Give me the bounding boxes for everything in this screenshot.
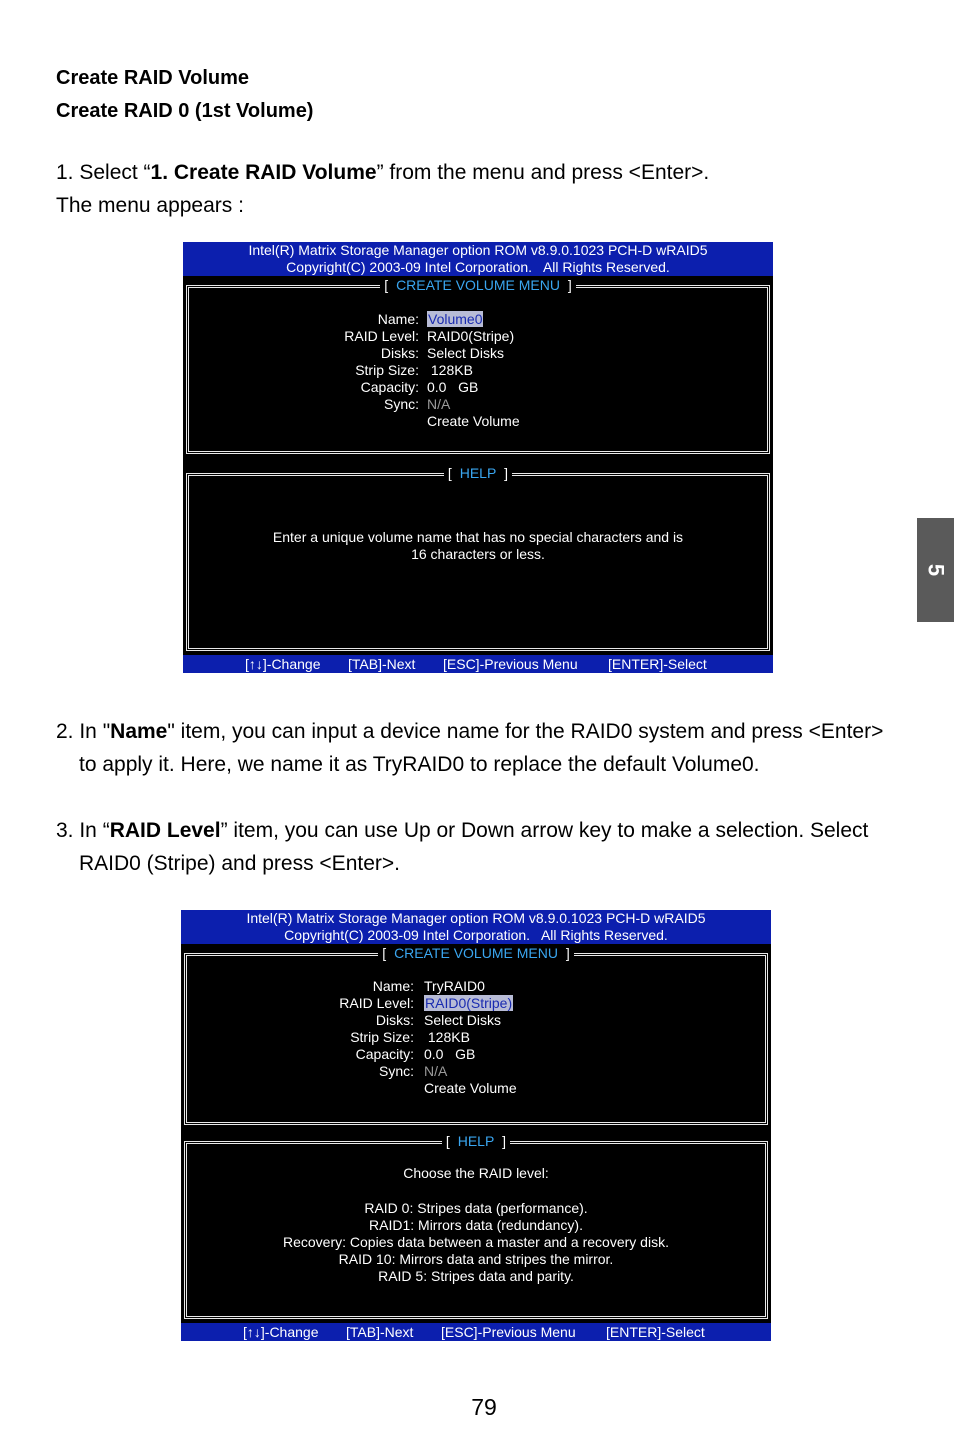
footer-select-hint: [ENTER]-Select: [608, 656, 707, 672]
footer-select-hint: [ENTER]-Select: [606, 1324, 705, 1340]
capacity-label: Capacity:: [355, 1046, 414, 1062]
bios-header-line2: Copyright(C) 2003-09 Intel Corporation. All Rights Reserved.: [286, 259, 670, 275]
sync-value: N/A: [427, 396, 451, 412]
strip-size-label: Strip Size:: [350, 1029, 414, 1045]
step-3-suffix: ” item, you can use Up or Down arrow key to make a selection. Select: [220, 819, 869, 842]
capacity-value[interactable]: 0.0 GB: [427, 379, 479, 395]
help-line: RAID1: Mirrors data (redundancy).: [369, 1217, 583, 1233]
disks-label: Disks:: [375, 1012, 414, 1028]
section-title: Create RAID Volume: [56, 67, 250, 89]
help-line: Recovery: Copies data between a master and a recovery disk.: [283, 1234, 669, 1250]
step-2-prefix: 2. In ": [56, 720, 111, 743]
disks-value[interactable]: Select Disks: [424, 1012, 502, 1028]
capacity-label: Capacity:: [360, 379, 419, 395]
step-3-prefix: 3. In “: [56, 819, 110, 842]
raid-level-value[interactable]: [424, 995, 513, 1012]
step-2-bold: Name: [110, 720, 168, 743]
help-line: RAID 5: Stripes data and parity.: [378, 1268, 574, 1284]
raid-level-value[interactable]: RAID0(Stripe): [427, 328, 515, 344]
disks-value[interactable]: Select Disks: [427, 345, 505, 361]
step-2-suffix: " item, you can input a device name for the RAID0 system and press <Enter>: [167, 720, 884, 743]
create-volume-frame: [184, 945, 768, 1125]
raid-level-label: RAID Level:: [344, 328, 419, 344]
strip-size-value[interactable]: 128KB: [424, 1029, 470, 1045]
step-2-text: [56, 720, 883, 744]
bios-header: [181, 910, 771, 944]
step-2-line2: to apply it. Here, we name it as TryRAID0 to replace the default Volume0.: [79, 753, 760, 776]
sync-value: N/A: [424, 1063, 448, 1079]
footer-change-hint: [↑↓]-Change: [245, 656, 321, 672]
bios-screen-2: [181, 910, 771, 1341]
bios-footer: [181, 1323, 771, 1341]
step-1-line2: The menu appears :: [56, 194, 244, 217]
disks-label: Disks:: [380, 345, 419, 361]
raid-level-highlight[interactable]: RAID0(Stripe): [425, 995, 513, 1011]
name-label: Name:: [377, 311, 419, 327]
create-volume-frame: [186, 277, 770, 454]
chapter-tab: [917, 518, 954, 622]
step-1-text: [56, 161, 709, 185]
help-line: RAID 0: Stripes data (performance).: [364, 1200, 588, 1216]
section-subtitle: Create RAID 0 (1st Volume): [56, 100, 314, 122]
step-1-bold: 1. Create RAID Volume: [150, 161, 377, 184]
help-frame: [186, 465, 770, 651]
create-volume-title: [ CREATE VOLUME MENU ]: [187, 945, 765, 961]
help-line: RAID 10: Mirrors data and stripes the mirror.: [338, 1251, 614, 1267]
bios-footer: [183, 655, 773, 673]
sync-label: Sync:: [378, 1063, 414, 1079]
footer-prev-hint: [ESC]-Previous Menu: [443, 656, 578, 672]
sync-label: Sync:: [383, 396, 419, 412]
name-label: Name:: [372, 978, 414, 994]
chapter-number: 5: [923, 563, 949, 577]
help-title: [ HELP ]: [187, 1133, 765, 1149]
help-text-line2: 16 characters or less.: [411, 546, 545, 562]
step-3-bold: RAID Level: [109, 819, 221, 842]
page-number: 79: [471, 1394, 497, 1420]
bios-header-line1: Intel(R) Matrix Storage Manager option ROM v8.9.0.1023 PCH-D wRAID5: [246, 910, 706, 926]
name-value[interactable]: TryRAID0: [424, 978, 485, 994]
step-3-line2: RAID0 (Stripe) and press <Enter>.: [79, 852, 400, 875]
step-3-text: [56, 819, 868, 843]
capacity-value[interactable]: 0.0 GB: [424, 1046, 476, 1062]
bios-screen-1: [183, 242, 773, 673]
bios-header-line2: Copyright(C) 2003-09 Intel Corporation. All Rights Reserved.: [284, 927, 668, 943]
help-title: [ HELP ]: [189, 465, 767, 481]
help-text-line1: Enter a unique volume name that has no special characters and is: [272, 529, 684, 545]
footer-prev-hint: [ESC]-Previous Menu: [441, 1324, 576, 1340]
create-volume-option[interactable]: Create Volume: [427, 413, 520, 429]
create-volume-option[interactable]: Create Volume: [424, 1080, 517, 1096]
help-line: Choose the RAID level:: [403, 1165, 549, 1181]
raid-level-label: RAID Level:: [339, 995, 414, 1011]
bios-header-line1: Intel(R) Matrix Storage Manager option ROM v8.9.0.1023 PCH-D wRAID5: [248, 242, 708, 258]
name-field-highlight[interactable]: Volume0: [428, 311, 483, 327]
strip-size-label: Strip Size:: [355, 362, 419, 378]
footer-change-hint: [↑↓]-Change: [243, 1324, 319, 1340]
footer-next-hint: [TAB]-Next: [348, 656, 416, 672]
help-frame: [184, 1133, 768, 1319]
footer-next-hint: [TAB]-Next: [346, 1324, 414, 1340]
step-1-prefix: 1. Select “: [56, 161, 151, 184]
create-volume-title: [ CREATE VOLUME MENU ]: [189, 277, 767, 293]
step-1-suffix: ” from the menu and press <Enter>.: [376, 161, 710, 184]
strip-size-value[interactable]: 128KB: [427, 362, 473, 378]
name-value[interactable]: [427, 311, 483, 328]
bios-header: [183, 242, 773, 276]
